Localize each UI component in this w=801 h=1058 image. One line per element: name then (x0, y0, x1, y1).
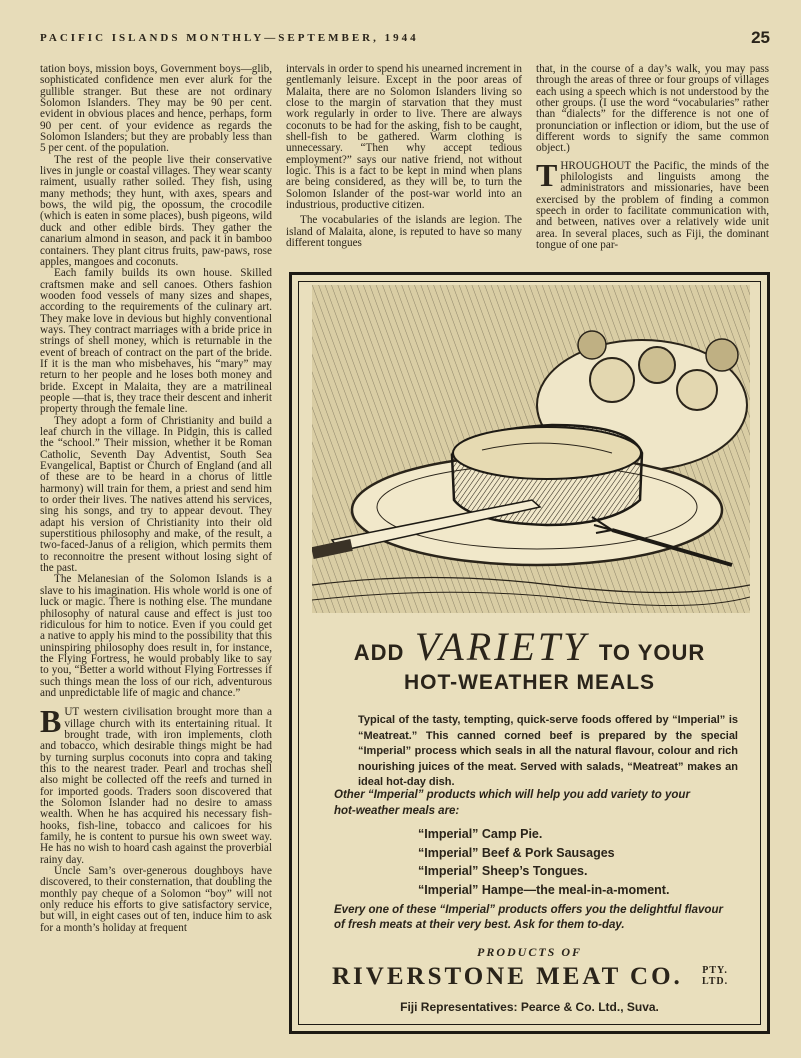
paragraph: The vocabularies of the islands are legion. The island of Malaita, alone, is reputed to have so many different tongues (286, 214, 522, 250)
drop-cap: T (536, 156, 558, 193)
paragraph: The rest of the people live their conservative lives in jungle or coastal villages. They wear scanty raiment, usually rather soiled. They fish, using many methods; they hunt, with axes, spears and bows, the wild pig, the opossum, the crocodile (which is eaten in some places), bush pigeons, wild duck and other edible birds. They gather the canarium almond in season, and pack it in bamboo containers. They plant citrus fruits, paw-paws, rose apples, mangoes and coconuts. (40, 153, 272, 268)
paragraph: Each family builds its own house. Skilled craftsmen make and sell canoes. Others fashion wooden food vessels of many sizes and shapes, according to the requirements of the culinary art. They make love in devious but highly conventional ways. They contract marriages with a bride price in strings of shell money, which is returnable in the event of breach of contract on the part of the bride. If it is the man who misbehaves, his “mary” may return to her people and he loses both money and bride. Except in Malaita, they are a matrilineal people —that is, they trace their descent and inherit property through the female line. (40, 267, 272, 416)
ad-company-name: RIVERSTONE MEAT CO. (332, 963, 683, 990)
ad-company-suffix (702, 965, 728, 987)
advertisement (289, 272, 770, 1034)
pty-text: PTY. (702, 965, 728, 976)
article-column-2 (286, 64, 522, 250)
ad-subheadline: HOT-WEATHER MEALS (403, 671, 656, 694)
headline-add: ADD (353, 640, 405, 665)
ad-other-products-intro: Other “Imperial” products which will help you add variety to your hot-weather meals are: (334, 789, 690, 817)
product-item: “Imperial” Sheep’s Tongues. (418, 864, 588, 878)
paragraph-dropcap (536, 156, 769, 252)
running-title: PACIFIC ISLANDS MONTHLY—SEPTEMBER, 1944 (40, 32, 419, 44)
paragraph: that, in the course of a day’s walk, you may pass through the areas of three or four groups of villages each using a speech which is not understood by the other groups. (I use the word “vocabularies” rather than “dialects” for the difference is not one of pronunciation or inflection or idiom, but the use of different words to signify the same common object.) (536, 63, 769, 155)
paragraph: Uncle Sam’s over-generous doughboys have discovered, to their consternation, that doubling the monthly pay cheque of a Solomon “boy” will not only reduce his efforts to give satisfactory service, but will, in eight cases out of ten, induce him to ask for a month’s holiday at frequent (40, 865, 272, 934)
paragraph: The Melanesian of the Solomon Islands is a slave to his imagination. His whole world is one of luck or magic. There is nothing else. The mundane philosophy of natural cause and effect is just too ridiculous for him to notice. Even if you could get a native to apply his mind to the possibility that this uninspiring philosophy does result in, for instance, the Flying Fortress, he would probably like to say to you, “Better a world without Flying Fortresses if such things mean the loss of our rich, adventurous and unpredictable life of magic and chance.” (40, 573, 272, 699)
ad-body-copy: Typical of the tasty, tempting, quick-serve foods offered by “Imperial” is “Meatreat.” This canned corned beef is prepared by the special “Imperial” process which seals in all the natural flavour, colour and rich nourishing juices of the meat. Served with salads, “Meatreat” makes an ideal hot-day dish. (358, 714, 738, 788)
article-column-1 (40, 64, 272, 934)
paragraph-text: UT western civilisation brought more than a village church with its entertaining ritual. It brought trade, with iron implements, cloth and tobacco, which desirable things might be had by turning surplus coconuts into copra and taking this to the nearest trader. Pearl and trochas shell also might be collected off the reefs and turned in for imported goods. Traders soon discovered that the Solomon Islander had no desire to amass wealth. When he has acquired his necessary fish-hooks, fish-line, tobacco and calicoes for his family, he is content to pursue his own sweet way. He has no wish to hoard cash against the proverbial rainy day. (40, 706, 272, 866)
product-item: “Imperial” Hampe—the meal-in-a-moment. (418, 882, 670, 897)
ad-products-of: PRODUCTS OF (476, 945, 582, 959)
ltd-text: LTD. (702, 976, 729, 987)
ad-headline (292, 623, 767, 670)
ad-product-list (418, 825, 669, 899)
page-header (40, 28, 770, 48)
headline-to-your: TO YOUR (598, 640, 706, 665)
ad-illustration (312, 285, 750, 613)
paragraph: intervals in order to spend his unearned increment in gentlemanly leisure. Except in the poor areas of Malaita, there are no Solomon Islanders living so close to the margin of starvation that they must work regularly in order to live. There are always coconuts to be had for the asking, fish to be caught, shell-fish to be gathered. Warm clothing is unnecessary. “Then why accept tedious employment?” says our native friend, not without logic. This is a fact to be kept in mind when plans are being considered, as they will be, to turn the Solomon Islander of the post-war world into an industrious, productive citizen. (286, 63, 522, 212)
paragraph: They adopt a form of Christianity and build a leaf church in the village. In Pidgin, this is called the “school.” Their mission, whether it be Roman Catholic, Seventh Day Adventist, South Sea Evangelical, Baptist or Church of England (and all of these are to be heard in a chorus of little harmony) will train for them, a priest and send him to order their lives. The natives attend his services, sing his songs, and try to appear devout. They adapt his version of Christianity into their old superstitious philosophy and make, of the result, a two-faced-Janus of a religion, which permits them to reconnoitre the present without losing sight of the past. (40, 414, 272, 575)
headline-variety: VARIETY (414, 624, 589, 669)
ad-closing-copy: Every one of these “Imperial” products offers you the delightful flavour of fresh meats at their very best. Ask for them to-day. (334, 904, 723, 931)
product-item: “Imperial” Camp Pie. (418, 827, 543, 841)
paragraph: tation boys, mission boys, Government boys—glib, sophisticated confidence men ever alurk for the gullible stranger. But these are not ordinary Solomon Islanders. They may be 90 per cent. evident in obvious places and hence, perhaps, form 90 per cent. of your evidence as regards the Solomon Islanders; but they are probably less than 5 per cent. of the population. (40, 63, 272, 155)
article-column-3 (536, 64, 769, 252)
paragraph-dropcap (40, 703, 272, 866)
product-item: “Imperial” Beef & Pork Sausages (418, 845, 615, 860)
page-number: 25 (751, 28, 770, 47)
ad-representatives: Fiji Representatives: Pearce & Co. Ltd., Suva. (400, 1000, 659, 1014)
paragraph-text: HROUGHOUT the Pacific, the minds of the philologists and linguists among the administrators and missionaries, have been exercised by the problem of finding a common speech in order to facilitate communication with, and between, natives over a relatively wide unit area. In several places, such as Fiji, the dominant tongue of one par- (536, 159, 769, 252)
drop-cap: B (40, 703, 62, 740)
